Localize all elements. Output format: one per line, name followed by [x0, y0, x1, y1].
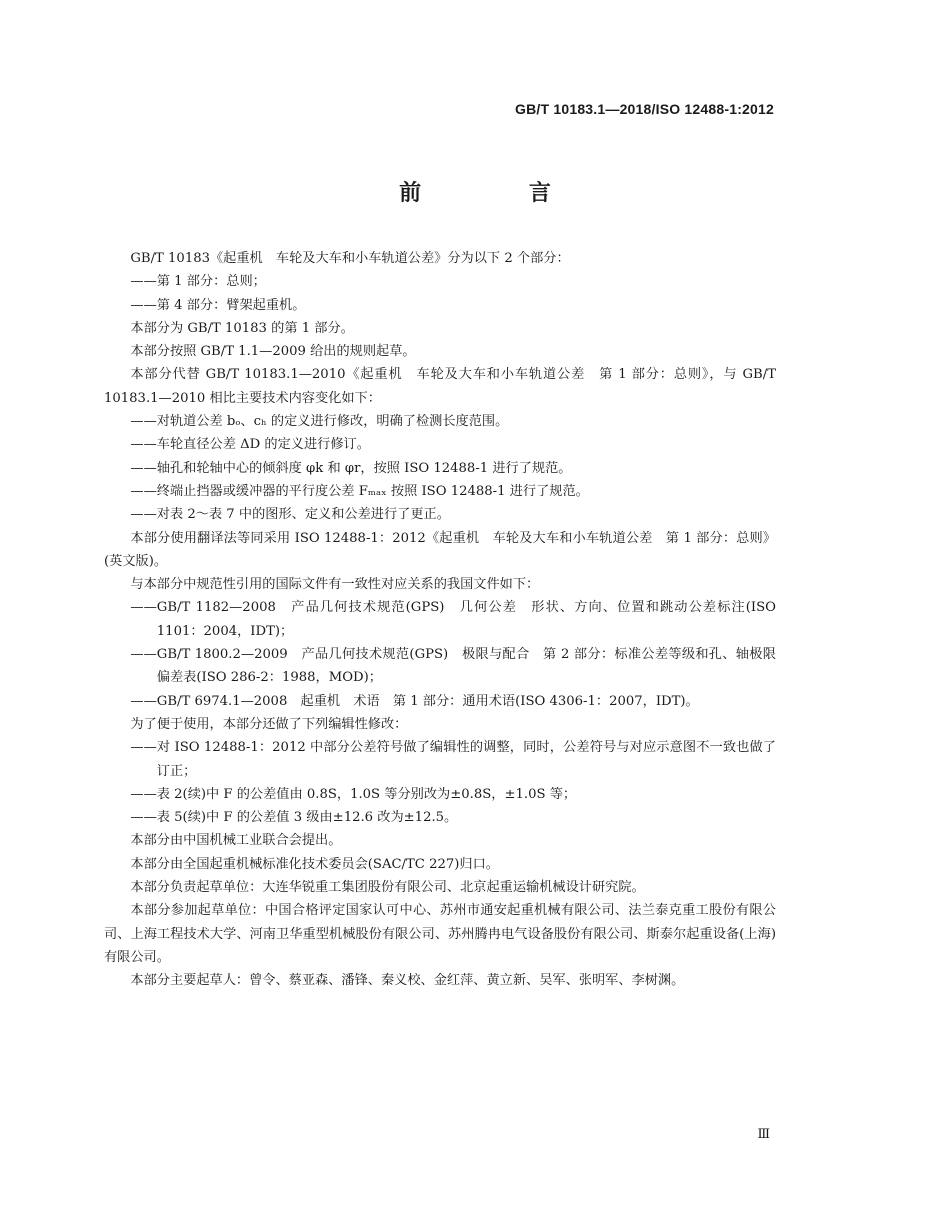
list-item: ——终端止挡器或缓冲器的平行度公差 Fₘₐₓ 按照 ISO 12488-1 进行了规范。 — [130, 483, 589, 499]
paragraph: 本部分使用翻译法等同采用 ISO 12488-1：2012《起重机 车轮及大车和小车轨道公差 第 1 部分：总则》(英文版)。 — [104, 530, 776, 569]
list-item: ——对轨道公差 bₒ、cₕ 的定义进行修改，明确了检测长度范围。 — [130, 414, 509, 430]
paragraph: 本部分为 GB/T 10183 的第 1 部分。 — [130, 320, 354, 336]
paragraph: 为了便于使用，本部分还做了下列编辑性修改： — [130, 716, 408, 732]
page-number: Ⅲ — [757, 1127, 770, 1142]
paragraph: 本部分按照 GB/T 1.1—2009 给出的规则起草。 — [130, 344, 416, 360]
paragraph: 本部分主要起草人：曾令、蔡亚森、潘锋、秦义校、金红萍、黄立新、吴军、张明军、李树渊。 — [130, 973, 685, 989]
paragraph: 本部分参加起草单位：中国合格评定国家认可中心、苏州市通安起重机械有限公司、法兰泰克重工股份有限公司、上海工程技术大学、河南卫华重型机械股份有限公司、苏州腾冉电气设备股份有限公司、斯泰尔起重设备(上海)有限公司。 — [104, 903, 776, 965]
list-item: ——GB/T 1182—2008 产品几何技术规范(GPS) 几何公差 形状、方向、位置和跳动公差标注(ISO 1101：2004，IDT)； — [130, 600, 776, 639]
document-body — [104, 247, 776, 993]
list-item: ——第 1 部分：总则； — [130, 274, 266, 290]
paragraph: 本部分负责起草单位：大连华锐重工集团股份有限公司、北京起重运输机械设计研究院。 — [130, 880, 645, 896]
paragraph: 本部分由全国起重机械标准化技术委员会(SAC/TC 227)归口。 — [130, 856, 499, 872]
list-item: ——GB/T 1800.2—2009 产品几何技术规范(GPS) 极限与配合 第 2 部分：标准公差等级和孔、轴极限偏差表(ISO 286-2：1988，MOD)； — [130, 647, 776, 686]
list-item: ——表 2(续)中 F 的公差值由 0.8S，1.0S 等分别改为±0.8S，±1.0S 等； — [130, 786, 577, 802]
list-item: ——第 4 部分：臂架起重机。 — [130, 297, 306, 313]
paragraph: 本部分代替 GB/T 10183.1—2010《起重机 车轮及大车和小车轨道公差 第 1 部分：总则》，与 GB/T 10183.1—2010 相比主要技术内容变化如下： — [104, 367, 776, 406]
standard-code: GB/T 10183.1—2018/ISO 12488-1:2012 — [515, 101, 774, 117]
list-item: ——表 5(续)中 F 的公差值 3 级由±12.6 改为±12.5。 — [130, 810, 458, 826]
list-item: ——对表 2～表 7 中的图形、定义和公差进行了更正。 — [130, 507, 450, 523]
paragraph: 与本部分中规范性引用的国际文件有一致性对应关系的我国文件如下： — [130, 577, 540, 593]
paragraph: GB/T 10183《起重机 车轮及大车和小车轨道公差》分为以下 2 个部分： — [130, 251, 570, 266]
list-item: ——车轮直径公差 ΔD 的定义进行修订。 — [130, 437, 370, 453]
list-item: ——轴孔和轮轴中心的倾斜度 φk 和 φr，按照 ISO 12488-1 进行了规范。 — [130, 460, 572, 476]
list-item: ——对 ISO 12488-1：2012 中部分公差符号做了编辑性的调整，同时，公差符号与对应示意图不一致也做了订正； — [130, 740, 776, 779]
list-item: ——GB/T 6974.1—2008 起重机 术语 第 1 部分：通用术语(ISO 4306-1：2007，IDT)。 — [130, 693, 699, 709]
page-title: 前 言 — [399, 181, 601, 206]
paragraph: 本部分由中国机械工业联合会提出。 — [130, 833, 342, 849]
